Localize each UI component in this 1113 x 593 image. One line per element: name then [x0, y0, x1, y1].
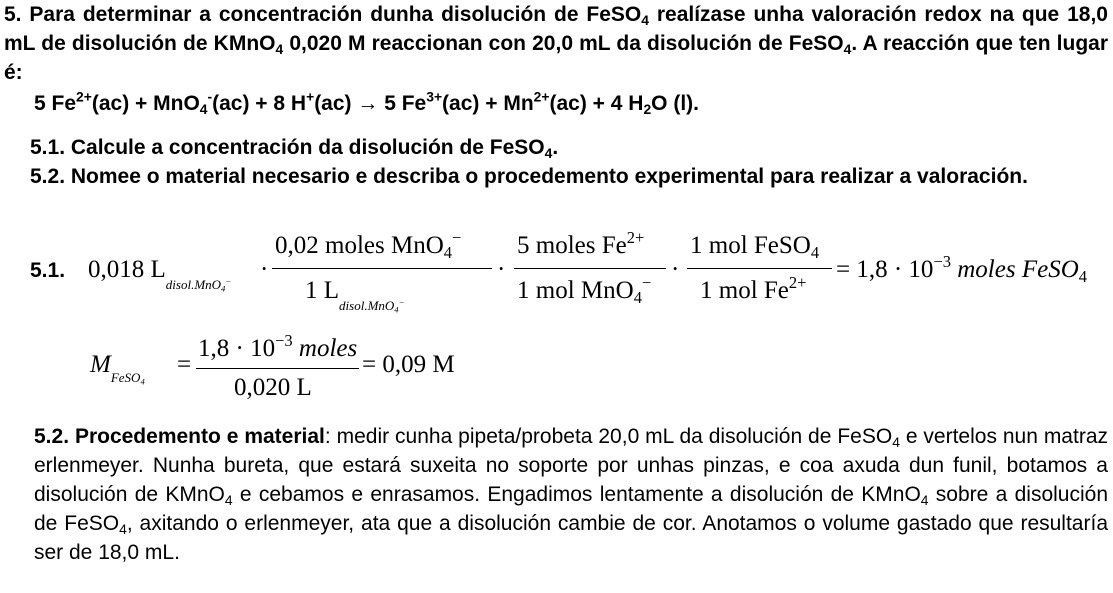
- calc1-result: = $1,8 \cdot 10^{-3}$ moles FeSO$_4$: [836, 252, 1087, 286]
- fraction1-denominator: 1 $L_{disol.MnO_4^-}$: [305, 277, 405, 315]
- concentration-denominator: 0,020 L: [234, 374, 312, 401]
- fraction2-bar: [514, 268, 666, 269]
- fraction1-bar: [272, 268, 492, 269]
- concentration-fraction-bar: [196, 368, 359, 369]
- question-number: 5.: [4, 3, 22, 26]
- fraction1-numerator: 0,02 moles MnO$_4$−: [275, 228, 462, 262]
- procedure-text: 5.2. Procedemento e material: medir cunha pipeta/probeta 20,0 mL da disolución de FeSO$_4$ e vertelos nun matraz erlenmeyer. Nunha bureta, que estará suxeita no soporte por unhas pinzas, e coa axuda dun funil, botamos a disolución de KMnO$_4$ e cebamos e enrasamos. Engadimos lentamente a disolución de KMnO$_4$ sobre a disolución de FeSO$_4$, axitando o erlenmeyer, ata que a disolución cambie de cor. Anotamos o volume gastado que resultaría ser de 18,0 mL.: [34, 425, 1108, 564]
- initial-volume: 0,018 $L_{disol.MnO_4^-}$: [88, 256, 232, 294]
- concentration-numerator: $1,8 \cdot 10^{-3}$ moles: [198, 331, 358, 362]
- multiply-dot-1: ·: [260, 256, 269, 283]
- subquestion-5-2: 5.2. Nomee o material necesario e describa o procedemento experimental para realizar a valoración.: [30, 165, 1028, 188]
- equals-sign: =: [177, 351, 192, 378]
- fraction3-denominator: 1 mol $Fe^{2+}$: [700, 273, 807, 304]
- multiply-dot-3: ·: [671, 256, 680, 283]
- question-statement: 5. Para determinar a concentración dunha disolución de FeSO$_4$ realízase unha valoración redox na que 18,0 mL de disolución de KMnO$_4$ 0,020 M reaccionan con 20,0 mL da disolución de FeSO$_4$. A reacción que ten lugar é:: [4, 3, 1109, 84]
- calc-label: 5.1.: [30, 259, 66, 282]
- molarity-symbol: $M_{FeSO_4}$: [90, 351, 145, 387]
- reaction-equation: 5 $Fe^{2+}(ac) + MnO_4^-(ac) + 8$ H+(ac) → 5 $Fe^{3+}(ac) + Mn^{2+}(ac) + 4$ $H_2O$ (l).: [34, 88, 699, 118]
- fraction2-numerator: 5 moles $Fe^{2+}$: [517, 228, 645, 259]
- fraction3-numerator: 1 mol FeSO$_4$: [690, 232, 820, 262]
- calculation-5-1: [30, 228, 1110, 324]
- multiply-dot-2: ·: [497, 256, 506, 283]
- calculation-concentration: [90, 333, 510, 405]
- concentration-result: = 0,09 M: [362, 351, 455, 378]
- fraction3-bar: [687, 268, 832, 269]
- procedure-title: 5.2. Procedemento e material: [34, 425, 325, 448]
- fraction2-denominator: 1 mol MnO$_4$−: [517, 273, 652, 307]
- subquestion-5-1: 5.1. Calcule a concentración da disolución de FeSO$_4$.: [30, 136, 559, 162]
